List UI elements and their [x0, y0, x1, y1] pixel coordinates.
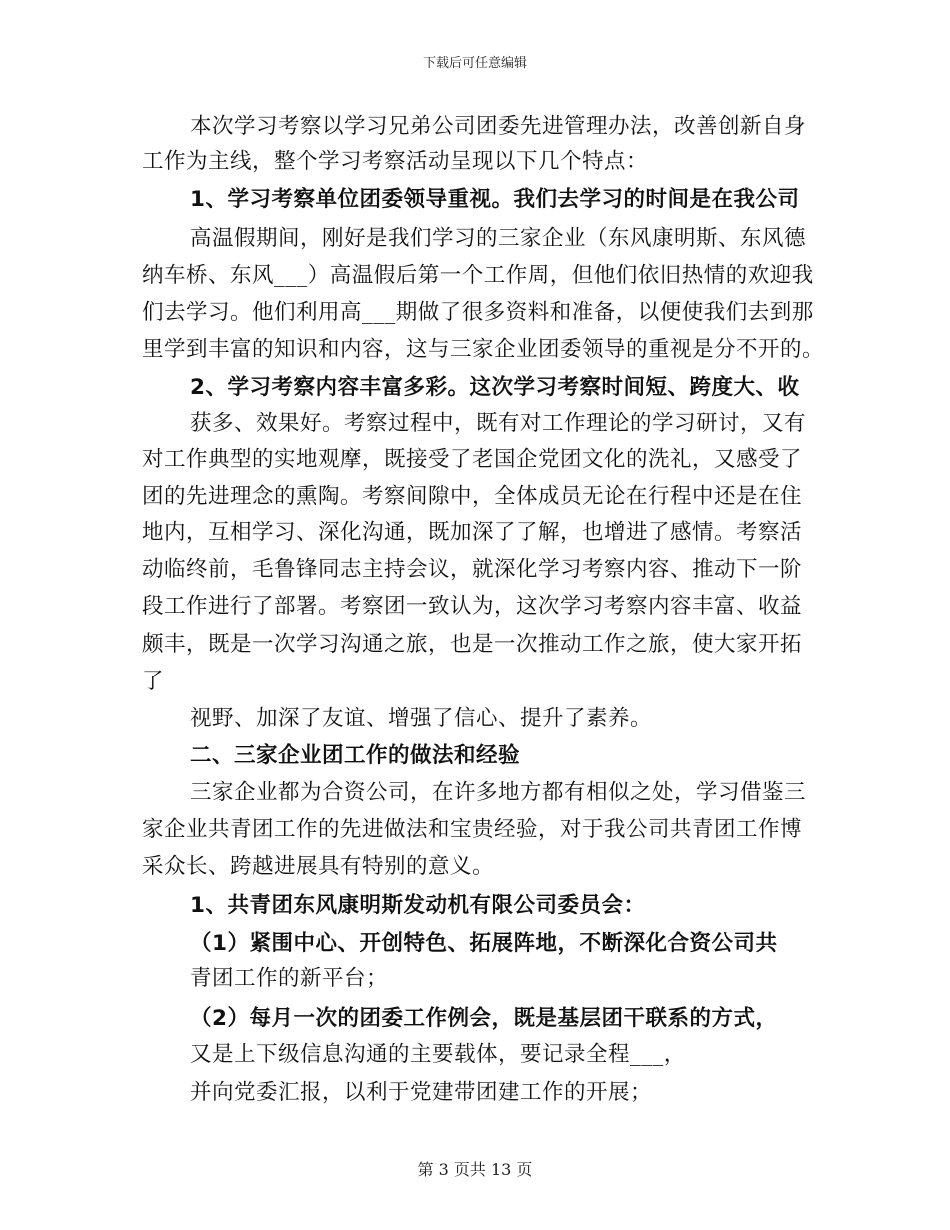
body-line: 里学到丰富的知识和内容，这与三家企业团委领导的重视是分不开的。: [142, 337, 825, 362]
body-line: 段工作进行了部署。考察团一致认为，这次学习考察内容丰富、收益: [142, 594, 803, 619]
body-line: 采众长、跨越进展具有特别的意义。: [142, 854, 495, 879]
body-line: 又是上下级信息沟通的主要载体，要记录全程___，: [190, 1042, 686, 1067]
body-line: 们去学习。他们利用高___期做了很多资料和准备，以便使我们去到那: [142, 300, 814, 325]
page-header: 下载后可任意编辑: [422, 56, 527, 71]
body-line: 纳车桥、东风___）高温假后第一个工作周，但他们依旧热情的欢迎我: [142, 263, 814, 288]
body-line: 高温假期间，刚好是我们学习的三家企业（东风康明斯、东风德: [190, 226, 807, 251]
body-line: 工作为主线，整个学习考察活动呈现以下几个特点：: [142, 149, 649, 174]
body-line: 地内，互相学习、深化沟通，既加深了了解，也增进了感情。考察活: [142, 520, 803, 545]
body-line: 家企业共青团工作的先进做法和宝贵经验，对于我公司共青团工作博: [142, 817, 803, 842]
subsection-heading: （2）每月一次的团委工作例会，既是基层团干联系的方式，: [190, 1006, 778, 1031]
body-line: 了: [142, 669, 165, 694]
section-heading: 1、共青团东风康明斯发动机有限公司委员会：: [190, 893, 646, 918]
body-line: 三家企业都为合资公司，在许多地方都有相似之处，学习借鉴三: [190, 780, 807, 805]
body-line: 对工作典型的实地观摩，既接受了老国企党团文化的洗礼，又感受了: [142, 447, 803, 472]
section-heading: 2、学习考察内容丰富多彩。这次学习考察时间短、跨度大、收: [190, 375, 800, 400]
body-line: 并向党委汇报，以利于党建带团建工作的开展；: [190, 1080, 653, 1105]
subsection-heading: （1）紧围中心、开创特色、拓展阵地，不断深化合资公司共: [190, 931, 778, 956]
section-heading: 二、三家企业团工作的做法和经验: [190, 743, 521, 768]
body-line: 本次学习考察以学习兄弟公司团委先进管理办法，改善创新自身: [190, 114, 807, 139]
body-line: 颇丰，既是一次学习沟通之旅，也是一次推动工作之旅，使大家开拓: [142, 632, 803, 657]
body-line: 获多、效果好。考察过程中，既有对工作理论的学习研讨，又有: [190, 411, 807, 436]
body-line: 动临终前，毛鲁锋同志主持会议，就深化学习考察内容、推动下一阶: [142, 557, 803, 582]
body-line: 视野、加深了友谊、增强了信心、提升了素养。: [190, 706, 653, 731]
body-line: 青团工作的新平台；: [190, 966, 389, 991]
body-line: 团的先进理念的熏陶。考察间隙中，全体成员无论在行程中还是在住: [142, 484, 803, 509]
section-heading: 1、学习考察单位团委领导重视。我们去学习的时间是在我公司: [190, 187, 800, 212]
page-footer: 第 3 页共 13 页: [417, 1160, 533, 1179]
